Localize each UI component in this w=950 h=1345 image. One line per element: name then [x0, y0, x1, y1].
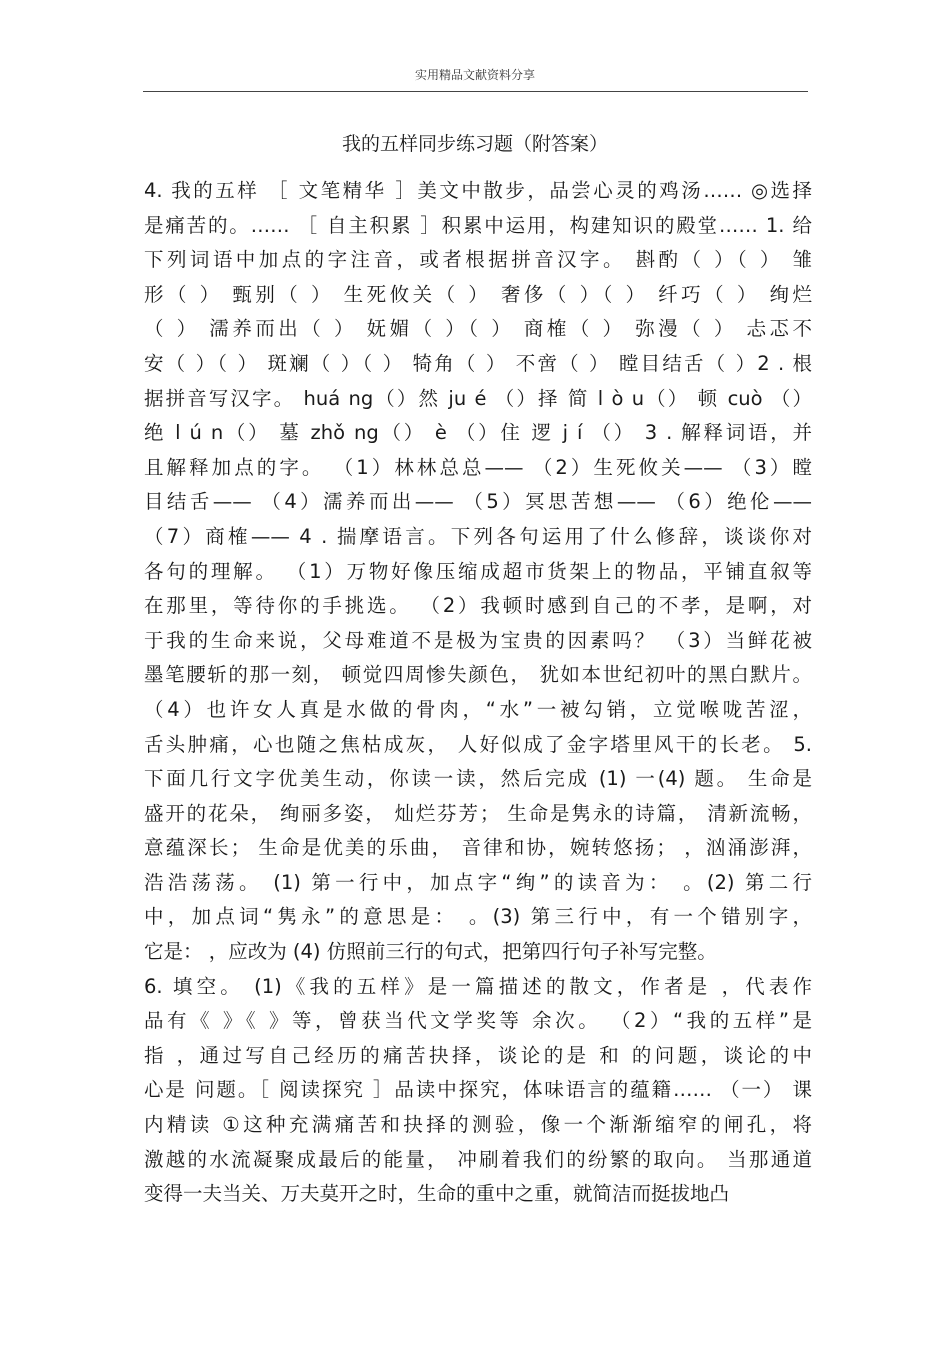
- body-line: （4）也许女人真是水做的骨肉，“水”一被勾销，立觉喉咙苦涩，: [144, 697, 812, 721]
- body-line: 指 ，通过写自己经历的痛苦抉择，谈论的是 和 的问题，谈论的中: [144, 1043, 812, 1067]
- body-line: （7）商榷—— 4 . 揣摩语言。下列各句运用了什么修辞，谈谈你对: [144, 524, 812, 548]
- body-line: 据拼音写汉字。 huá ng（）然 ju é （）择 简 l ò u（） 顿 cuò （）: [144, 386, 812, 410]
- page-header-caption: 实用精品文献资料分享: [414, 68, 535, 82]
- body-line: 是痛苦的。…… ［ 自主积累 ］积累中运用，构建知识的殿堂…… 1. 给: [144, 213, 812, 237]
- body-line: 形（ ） 甄别（ ） 生死攸关（ ） 奢侈（ ）（ ） 纤巧（ ） 绚烂: [144, 282, 812, 306]
- body-line: 中，加点词“隽永”的意思是： 。(3) 第三行中，有一个错别字，: [144, 905, 812, 929]
- body-line: 各句的理解。 （1）万物好像压缩成超市货架上的物品，平铺直叙等: [144, 559, 812, 583]
- body-line: 变得一夫当关、万夫莫开之时，生命的重中之重，就简洁而挺拔地凸: [144, 1182, 730, 1206]
- body-line: （ ） 濡养而出（ ） 妩媚（ ）（ ） 商榷（ ） 弥漫（ ） 忐忑不: [144, 317, 812, 341]
- body-line: 内精读 ①这种充满痛苦和抉择的测验，像一个渐渐缩窄的闸孔，将: [144, 1113, 812, 1137]
- body-line: 安（ ）（ ） 斑斓（ ）（ ） 犄角（ ） 不啻（ ） 瞠目结舌（ ）2 . 根: [144, 351, 812, 375]
- body-line: 绝 l ú n（） 墓 zhǒ ng（） è （）住 逻 j í （） 3 . 解释词语，并: [144, 421, 812, 445]
- body-line: 目结舌—— （4）濡养而出—— （5）冥思苦想—— （6）绝伦——: [144, 490, 812, 514]
- document-title: 我的五样同步练习题（附答案）: [341, 133, 608, 155]
- body-line: 下面几行文字优美生动，你读一读，然后完成 (1) 一(4) 题。 生命是: [144, 767, 812, 791]
- header-divider: [143, 91, 808, 92]
- body-line: 盛开的花朵， 绚丽多姿， 灿烂芬芳； 生命是隽永的诗篇， 清新流畅，: [144, 801, 812, 825]
- body-line: 心是 问题。［ 阅读探究 ］品读中探究，体味语言的蕴籍…… （一） 课: [144, 1078, 812, 1102]
- body-line: 下列词语中加点的字注音，或者根据拼音汉字。 斟酌（ ）（ ） 雏: [144, 248, 812, 272]
- body-line: 它是： ，应改为 (4) 仿照前三行的句式，把第四行句子补写完整。: [144, 940, 717, 964]
- body-line: 浩浩荡荡。 (1) 第一行中，加点字“绚”的读音为： 。(2) 第二行: [144, 870, 812, 894]
- body-line: 4. 我的五样 ［ 文笔精华 ］美文中散步，品尝心灵的鸡汤…… ◎选择: [144, 179, 812, 202]
- body-line: 在那里，等待你的手挑选。 （2）我顿时感到自己的不孝，是啊，对: [144, 594, 812, 618]
- body-line: 6. 填空。 (1)《我的五样》是一篇描述的散文，作者是 ，代表作: [144, 974, 812, 998]
- body-line: 品有《 》《 》等，曾获当代文学奖等 余次。 （2）“我的五样”是: [144, 1009, 812, 1033]
- body-line: 且解释加点的字。 （1）林林总总—— （2）生死攸关—— （3）瞠: [144, 455, 812, 479]
- document-body: [144, 174, 812, 1212]
- body-line: 墨笔腰斩的那一刻， 顿觉四周惨失颜色， 犹如本世纪初叶的黑白默片。: [144, 663, 812, 687]
- body-line: 于我的生命来说，父母难道不是极为宝贵的因素吗？ （3）当鲜花被: [144, 628, 812, 652]
- body-line: 意蕴深长； 生命是优美的乐曲， 音律和协，婉转悠扬； ，汹涌澎湃，: [144, 836, 812, 860]
- body-line: 舌头肿痛，心也随之焦枯成灰， 人好似成了金字塔里风干的长老。 5.: [144, 732, 812, 756]
- body-line: 激越的水流凝聚成最后的能量， 冲刷着我们的纷繁的取向。 当那通道: [144, 1147, 812, 1171]
